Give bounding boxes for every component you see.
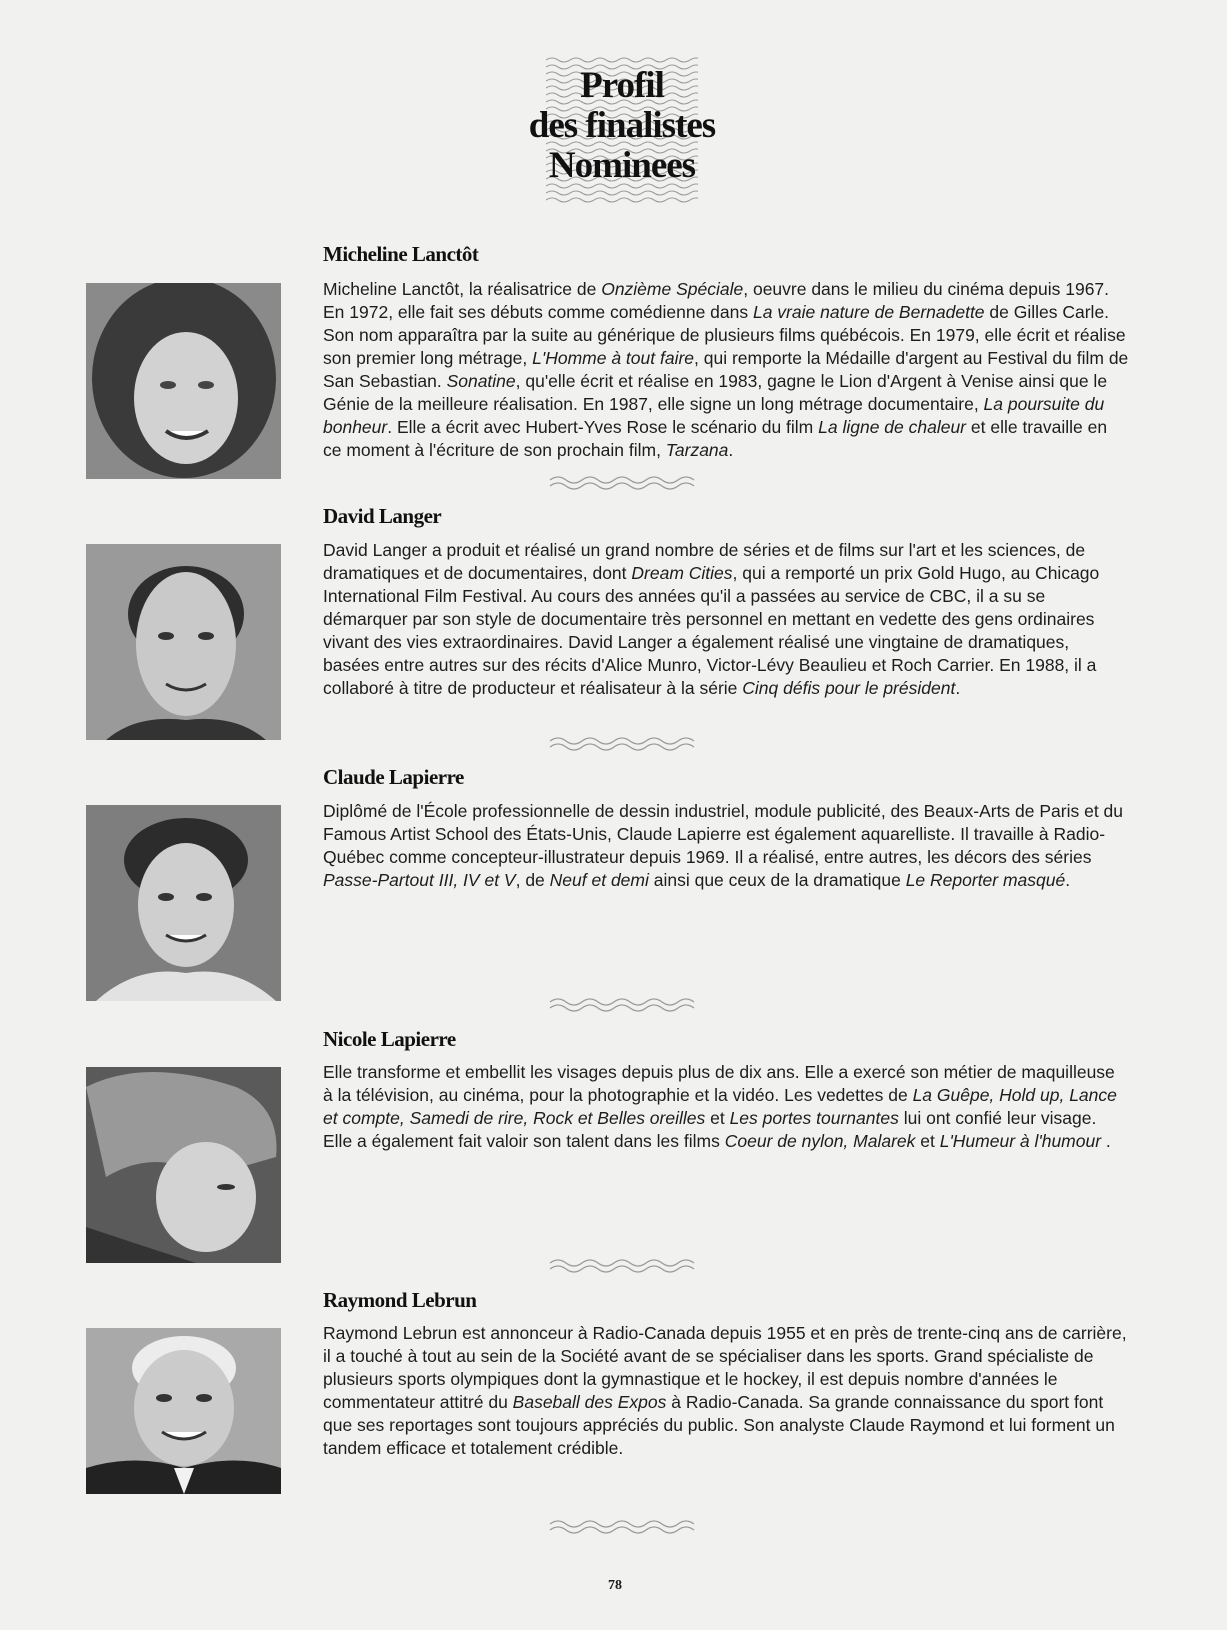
page-title	[516, 66, 728, 186]
bio-title-text: Onzième Spéciale	[601, 279, 744, 299]
portrait-photo	[86, 1067, 281, 1263]
portrait-photo	[86, 805, 281, 1001]
portrait-photo	[86, 544, 281, 740]
bio-title-text: Dream Cities	[631, 563, 733, 583]
bio-title-text: Sonatine	[446, 371, 516, 391]
portrait-photo	[86, 1328, 281, 1494]
bio-text: .	[955, 678, 961, 698]
profile-bio	[323, 800, 1129, 892]
profile-name: Nicole Lapierre	[323, 1027, 456, 1051]
bio-title-text: L'Homme à tout faire	[532, 348, 695, 368]
bio-title-text: Les portes tournantes	[729, 1108, 899, 1128]
bio-title-text: Baseball des Expos	[512, 1392, 667, 1412]
portrait-photo	[86, 283, 281, 479]
bio-text: ainsi que ceux de la dramatique	[648, 870, 906, 890]
bio-title-text: La vraie nature de Bernadette	[752, 302, 985, 322]
bio-title-text: La Guêpe, Hold up, Lance et compte, Samedi de rire, Rock et Belles oreilles	[323, 1085, 1117, 1128]
bio-title-text: Neuf et demi	[549, 870, 649, 890]
bio-title-text: Cinq défis pour le président	[742, 678, 956, 698]
bio-text: Elle transforme et embellit les visages depuis plus de dix ans. Elle a exercé son métier de maquilleuse à la télévision, au cinéma, pour la photographie et la vidéo. Les vedettes de	[323, 1062, 1115, 1105]
wave-divider	[548, 1518, 698, 1534]
bio-title-text: Tarzana	[665, 440, 729, 460]
profile-name: David Langer	[323, 504, 442, 528]
bio-text: . Elle a écrit avec Hubert-Yves Rose le scénario du film	[387, 417, 819, 437]
bio-title-text: La poursuite du bonheur	[323, 394, 1105, 437]
bio-text: et elle travaille en ce moment à l'écriture de son prochain film,	[323, 417, 1108, 460]
profile-bio	[323, 278, 1129, 462]
profile-bio	[323, 539, 1129, 700]
bio-text: David Langer a produit et réalisé un grand nombre de séries et de films sur l'art et les sciences, de dramatiques et de documentaires, dont	[323, 540, 1086, 583]
title-line-2: des finalistes	[528, 105, 716, 146]
profile-bio	[323, 1061, 1129, 1153]
bio-text: , oeuvre dans le milieu du cinéma depuis 1967. En 1972, elle fait ses débuts comme comédienne dans	[323, 279, 1110, 322]
title-line-3: Nominees	[548, 145, 696, 186]
bio-text: de Gilles Carle. Son nom apparaîtra par la suite au générique de plusieurs films québécois. En 1979, elle écrit et réalise son premier long métrage,	[323, 302, 1126, 368]
profile-name: Micheline Lanctôt	[323, 242, 479, 266]
bio-text: Micheline Lanctôt, la réalisatrice de	[323, 279, 602, 299]
bio-title-text: L'Humeur à l'humour	[939, 1131, 1102, 1151]
bio-title-text: Le Reporter masqué	[905, 870, 1066, 890]
bio-text: et	[705, 1108, 730, 1128]
title-line-1: Profil	[580, 65, 664, 106]
wave-divider	[548, 1257, 698, 1273]
bio-text: Diplômé de l'École professionnelle de dessin industriel, module publicité, des Beaux-Arts de Paris et du Famous Artist School des États-Unis, Claude Lapierre est également aquarelliste. Il travaille à Radio-Québec comme concepteur-illustrateur depuis 1969. Il a réalisé, entre autres, les décors des séries	[323, 801, 1124, 867]
bio-title-text: Coeur de nylon, Malarek	[724, 1131, 916, 1151]
bio-text: Raymond Lebrun est annonceur à Radio-Canada depuis 1955 et en près de trente-cinq ans de carrière, il a touché à tout au sein de la Société avant de se spécialiser dans les sports. Grand spécialiste de plusieurs sports olympiques dont la gymnastique et le hockey, il est depuis nombre d'années le commentateur attitré du	[323, 1323, 1127, 1412]
page-number: 78	[608, 1578, 622, 1593]
bio-text: lui ont confié leur visage. Elle a également fait valoir son talent dans les films	[323, 1108, 1097, 1151]
bio-text: , qui a remporté un prix Gold Hugo, au Chicago International Film Festival. Au cours des années qu'il a passées au service de CBC, il a su se démarquer par son style de documentaire très personnel en mettant en vedette des gens ordinaires vivant des vies extraordinaires. David Langer a également réalisé une vingtaine de dramatiques, basées entre autres sur des récits d'Alice Munro, Victor-Lévy Beaulieu et Roch Carrier. En 1988, il a collaboré à titre de producteur et réalisateur à la série	[323, 563, 1100, 698]
bio-text: , qu'elle écrit et réalise en 1983, gagne le Lion d'Argent à Venise ainsi que le Génie de la meilleure réalisation. En 1987, elle signe un long métrage documentaire,	[323, 371, 1108, 414]
bio-text: , de	[515, 870, 550, 890]
bio-text: et	[915, 1131, 940, 1151]
wave-divider	[548, 474, 698, 490]
profile-name: Claude Lapierre	[323, 765, 464, 789]
profile-name: Raymond Lebrun	[323, 1288, 477, 1312]
wave-divider	[548, 735, 698, 751]
bio-text: .	[1065, 870, 1071, 890]
bio-title-text: Passe-Partout III, IV et V	[323, 870, 516, 890]
bio-title-text: La ligne de chaleur	[818, 417, 967, 437]
page-title-block	[528, 56, 716, 204]
bio-text: .	[728, 440, 734, 460]
wave-divider	[548, 996, 698, 1012]
bio-text: , qui remporte la Médaille d'argent au Festival du film de San Sebastian.	[323, 348, 1129, 391]
bio-text: .	[1101, 1131, 1111, 1151]
bio-text: à Radio-Canada. Sa grande connaissance du sport font que ses reportages sont toujours appréciés du public. Son analyste Claude Raymond et lui forment un tandem efficace et totalement crédible.	[323, 1392, 1115, 1458]
profile-bio	[323, 1322, 1129, 1460]
